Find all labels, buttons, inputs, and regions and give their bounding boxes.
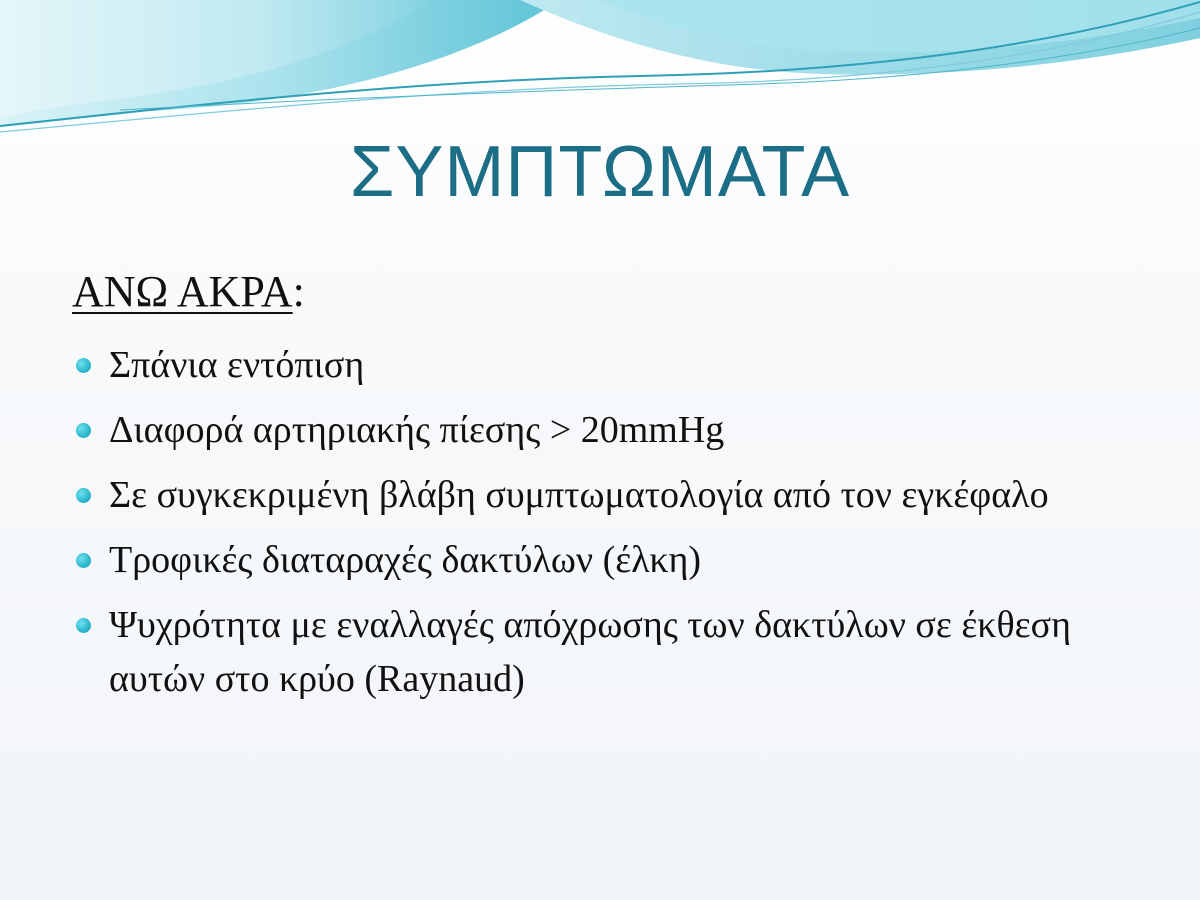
list-item-text: Σε συγκεκριμένη βλάβη συμπτωματολογία από τον εγκέφαλο xyxy=(109,474,1049,516)
list-item xyxy=(72,403,1152,457)
list-item-text: Διαφορά αρτηριακής πίεσης > 20mmHg xyxy=(109,409,725,451)
list-item xyxy=(72,598,1152,706)
list-item-text: Σπάνια εντόπιση xyxy=(109,344,365,386)
slide-title: ΣΥΜΠΤΩΜΑΤΑ xyxy=(349,132,851,212)
list-item xyxy=(72,468,1152,522)
list-item xyxy=(72,533,1152,587)
section-heading-colon: : xyxy=(292,267,305,316)
bullet-dot-icon xyxy=(76,618,91,633)
bullet-dot-icon xyxy=(76,358,91,373)
bullet-dot-icon xyxy=(76,553,91,568)
slide-content xyxy=(72,262,1152,717)
section-heading-text: ΑΝΩ ΑΚΡΑ xyxy=(72,267,293,316)
list-item xyxy=(72,338,1152,392)
bullet-dot-icon xyxy=(76,423,91,438)
bullet-list xyxy=(72,338,1152,706)
bullet-dot-icon xyxy=(76,488,91,503)
list-item-text: Τροφικές διαταραχές δακτύλων (έλκη) xyxy=(109,539,701,581)
section-heading xyxy=(72,262,1152,322)
list-item-text: Ψυχρότητα με εναλλαγές απόχρωσης των δακτύλων σε έκθεση αυτών στο κρύο (Raynaud) xyxy=(109,604,1071,700)
